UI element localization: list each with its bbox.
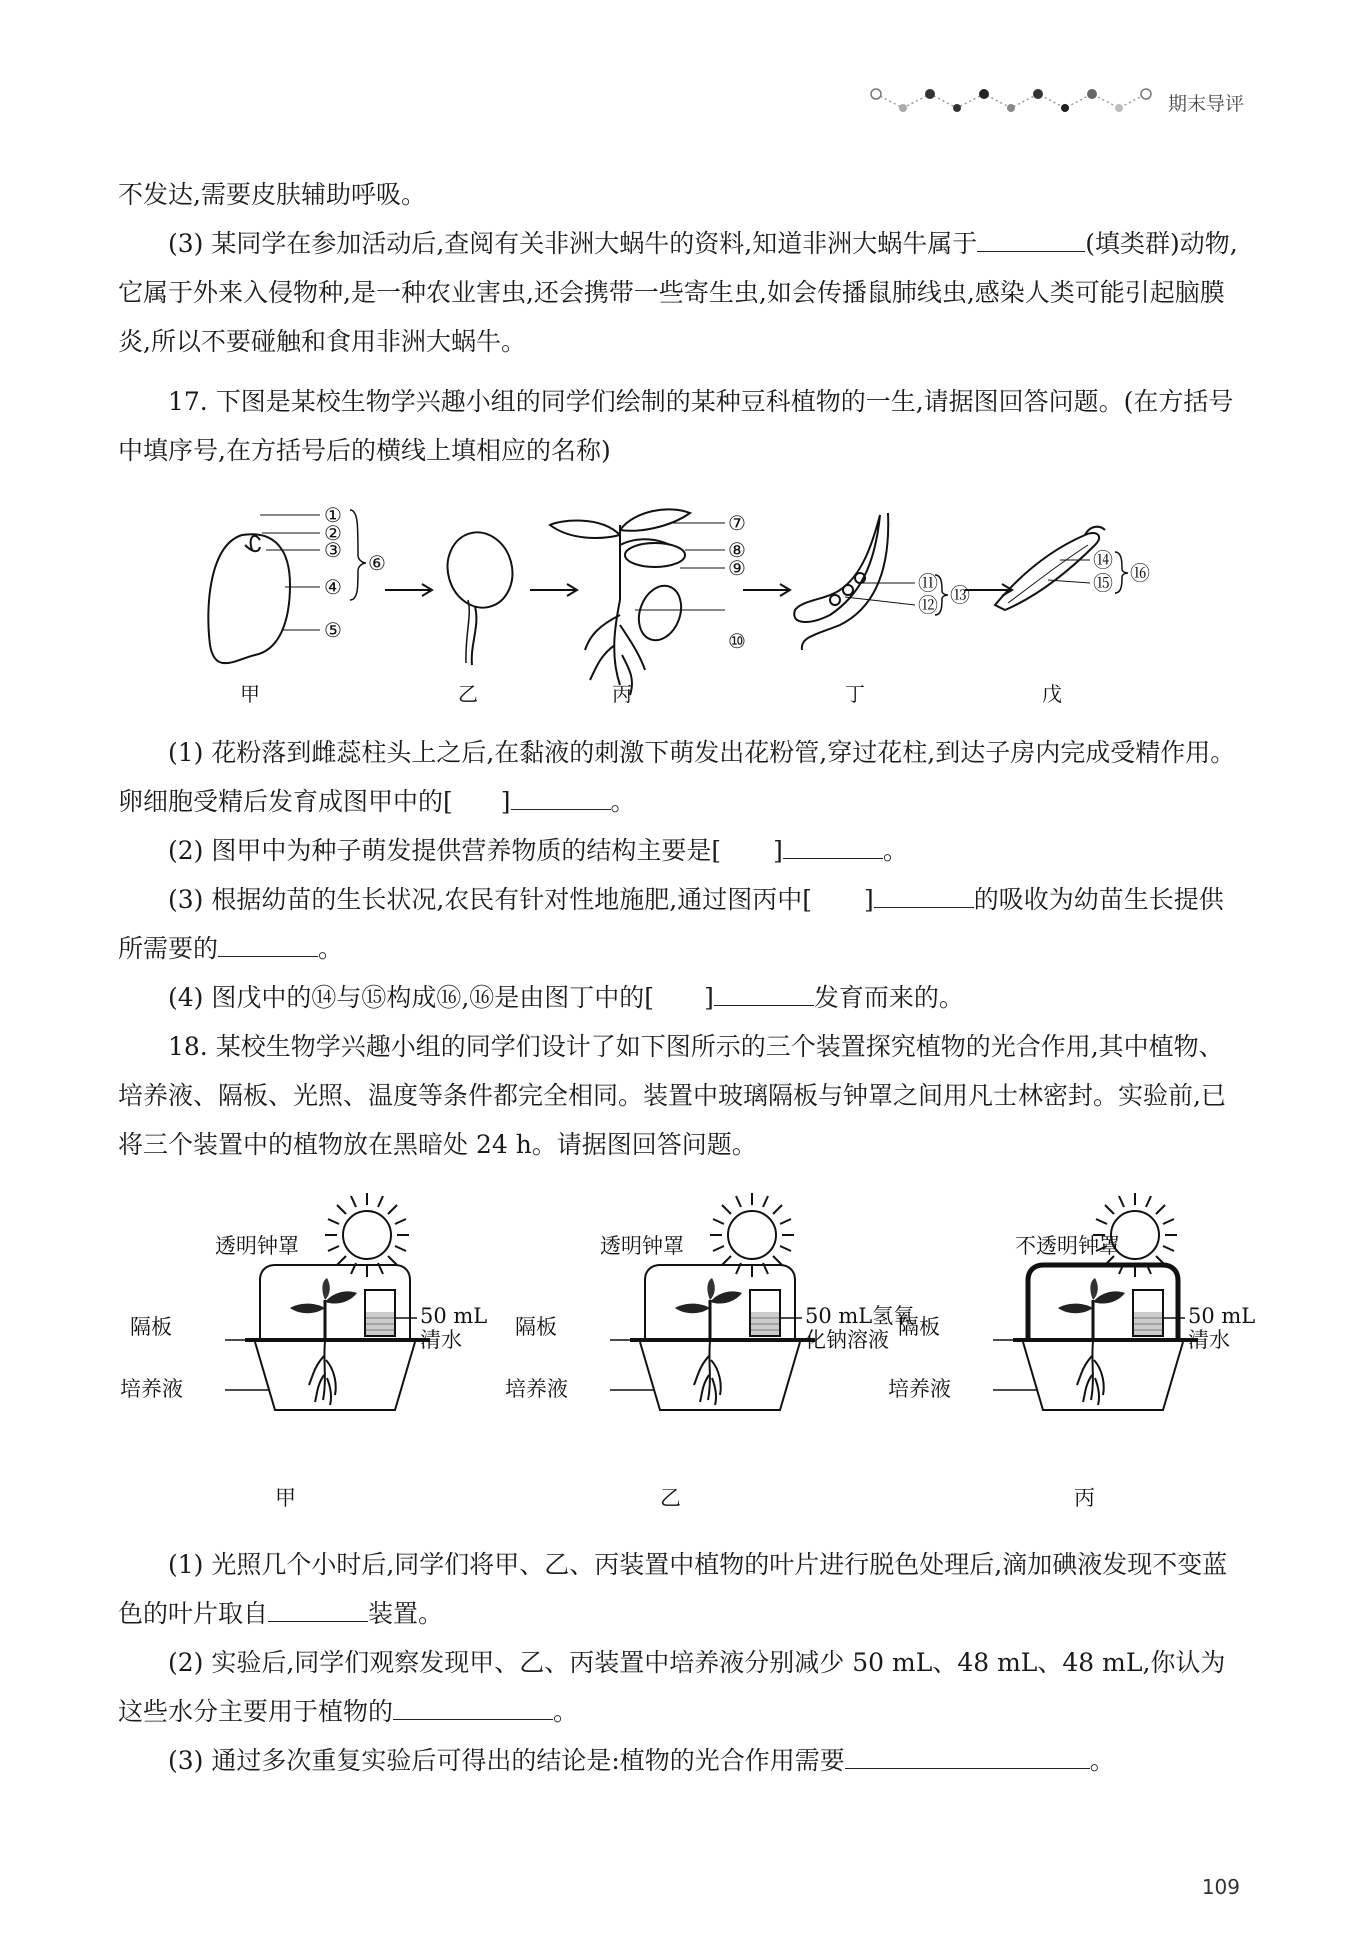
label-13: ⑬ xyxy=(950,583,970,607)
label-16: ⑯ xyxy=(1130,561,1150,585)
q18-s1-a: (1) 光照几个小时后,同学们将甲、乙、丙装置中植物的叶片进行脱色处理后,滴加碘液发现不变蓝色的叶片取自 xyxy=(118,1550,1228,1628)
fig-label-jia: 甲 xyxy=(240,682,260,706)
q17-s2-c: 。 xyxy=(882,836,908,865)
answer-blank[interactable] xyxy=(714,977,814,1006)
q17-s1-a: (1) 花粉落到雌蕊柱头上之后,在黏液的刺激下萌发出花粉管,穿过花柱,到达子房内完成受精作用。卵细胞受精后发育成图甲中的[ xyxy=(118,738,1236,816)
fig-label-ding: 丁 xyxy=(845,682,865,706)
device-jia xyxy=(225,1193,430,1410)
q18-s3-b: 。 xyxy=(1089,1746,1115,1775)
dot-wave-decoration xyxy=(868,82,1158,122)
fig-label-yi: 乙 xyxy=(458,682,478,706)
open-pod xyxy=(794,515,880,622)
fig-label-bing: 丙 xyxy=(612,682,632,706)
q18-subq2 xyxy=(118,1638,1240,1736)
label-7: ⑦ xyxy=(728,511,746,535)
answer-blank[interactable] xyxy=(783,830,883,859)
label-9: ⑨ xyxy=(728,556,746,580)
partition-label-bing: 隔板 xyxy=(898,1315,940,1339)
answer-blank[interactable] xyxy=(268,1593,368,1622)
q18-stem-block xyxy=(118,1022,1240,1169)
label-3: ③ xyxy=(324,538,342,562)
q16-line1: 不发达,需要皮肤辅助呼吸。 xyxy=(118,180,426,209)
liquid1-label-bing: 50 mL xyxy=(1188,1304,1256,1328)
q17-stem-block xyxy=(118,377,1240,475)
q17-s1-c: 。 xyxy=(610,787,636,816)
label-1: ① xyxy=(324,503,342,527)
q16-continuation xyxy=(118,170,1240,366)
answer-blank[interactable] xyxy=(218,928,318,957)
photosynthesis-experiment-figure xyxy=(110,1190,1256,1520)
q17-s4-c: 发育而来的。 xyxy=(813,983,964,1012)
page-header xyxy=(868,82,1244,122)
seed-outline xyxy=(208,534,290,663)
page-number: 109 xyxy=(1201,1875,1240,1899)
device-label-jia: 甲 xyxy=(275,1486,296,1510)
device-yi xyxy=(610,1193,815,1410)
medium-label-yi: 培养液 xyxy=(505,1377,568,1401)
answer-blank[interactable] xyxy=(977,223,1085,252)
q17-stem: 17. 下图是某校生物学兴趣小组的同学们绘制的某种豆科植物的一生,请据图回答问题。(在方括号中填序号,在方括号后的横线上填相应的名称) xyxy=(118,387,1234,465)
medium-label-jia: 培养液 xyxy=(120,1377,183,1401)
partition-label-yi: 隔板 xyxy=(515,1315,557,1339)
liquid2-label-jia: 清水 xyxy=(420,1328,462,1352)
q16-subq3 xyxy=(118,219,1240,366)
cover-label-jia: 透明钟罩 xyxy=(215,1234,299,1258)
q18-subquestions xyxy=(118,1540,1240,1785)
label-5: ⑤ xyxy=(324,618,342,642)
device-bing xyxy=(993,1193,1198,1410)
q18-subq1 xyxy=(118,1540,1240,1638)
q17-s1-b: ] xyxy=(500,787,511,816)
q16-subq3-text-b: (填类群)动物,它属于外来入侵物种,是一种农业害虫,还会携带一些寄生虫,如会传播鼠肺线虫,感染人类可能引起脑膜炎,所以不要碰触和食用非洲大蜗牛。 xyxy=(118,229,1238,356)
q17-s2-a: (2) 图甲中为种子萌发提供营养物质的结构主要是[ xyxy=(168,836,722,865)
q18-subq3 xyxy=(118,1736,1240,1785)
q17-subq1 xyxy=(118,728,1240,826)
header-title: 期末导评 xyxy=(1167,92,1244,115)
device-label-bing: 丙 xyxy=(1074,1486,1095,1510)
q17-s4-a: (4) 图戊中的⑭与⑮构成⑯,⑯是由图丁中的[ xyxy=(168,983,655,1012)
device-label-yi: 乙 xyxy=(660,1486,681,1510)
q18-s2-b: 。 xyxy=(553,1697,579,1726)
cover-label-yi: 透明钟罩 xyxy=(600,1234,684,1258)
label-2: ② xyxy=(324,521,342,545)
q17-subq4 xyxy=(118,973,1240,1022)
label-8: ⑧ xyxy=(728,538,746,562)
label-12: ⑫ xyxy=(918,593,938,617)
q17-s4-b: ] xyxy=(704,983,714,1012)
q18-stem: 18. 某校生物学兴趣小组的同学们设计了如下图所示的三个装置探究植物的光合作用,其中植物、培养液、隔板、光照、温度等条件都完全相同。装置中玻璃隔板与钟罩之间用凡士林密封。实验前,已将三个装置中的植物放在黑暗处 24 h。请据图回答问题。 xyxy=(118,1032,1226,1159)
partition-label-jia: 隔板 xyxy=(130,1315,172,1339)
q18-s2-a: (2) 实验后,同学们观察发现甲、乙、丙装置中培养液分别减少 50 mL、48 mL、48 mL,你认为这些水分主要用于植物的 xyxy=(118,1648,1226,1726)
liquid1-label-jia: 50 mL xyxy=(420,1304,488,1328)
label-15: ⑮ xyxy=(1093,571,1113,595)
q17-s2-b: ] xyxy=(773,836,783,865)
cover-label-bing: 不透明钟罩 xyxy=(1015,1234,1120,1258)
fig-label-wu: 戊 xyxy=(1042,682,1062,706)
label-11: ⑪ xyxy=(918,571,938,595)
q17-s3-d: 。 xyxy=(318,934,344,963)
q17-subq3 xyxy=(118,875,1240,973)
q18-s1-b: 装置。 xyxy=(368,1599,444,1628)
q17-subquestions xyxy=(118,728,1240,1022)
q18-s3-a: (3) 通过多次重复实验后可得出的结论是:植物的光合作用需要 xyxy=(168,1746,845,1775)
q17-s3-b: ] xyxy=(864,885,874,914)
label-6: ⑥ xyxy=(368,551,386,575)
liquid1-label-yi: 50 mL氢氧 xyxy=(805,1304,915,1328)
label-14: ⑭ xyxy=(1093,548,1113,572)
q17-s3-a: (3) 根据幼苗的生长状况,农民有针对性地施肥,通过图丙中[ xyxy=(168,885,813,914)
liquid2-label-bing: 清水 xyxy=(1188,1328,1230,1352)
plant-life-cycle-figure xyxy=(190,505,1190,715)
liquid2-label-yi: 化钠溶液 xyxy=(805,1328,889,1352)
answer-blank[interactable] xyxy=(845,1740,1090,1769)
answer-blank[interactable] xyxy=(874,879,974,908)
label-10: ⑩ xyxy=(728,629,746,653)
q17-subq2 xyxy=(118,826,1240,875)
pea-pod xyxy=(995,533,1099,610)
label-4: ④ xyxy=(324,575,342,599)
germinating-seed xyxy=(439,525,520,615)
q17-s3-c: 的吸收为幼苗生长提供所需要的 xyxy=(118,885,1224,963)
medium-label-bing: 培养液 xyxy=(888,1377,951,1401)
experiment-devices-svg xyxy=(110,1190,1256,1520)
q16-subq3-text-a: (3) 某同学在参加活动后,查阅有关非洲大蜗牛的资料,知道非洲大蜗牛属于 xyxy=(168,229,978,258)
answer-blank[interactable] xyxy=(393,1691,553,1720)
answer-blank[interactable] xyxy=(511,781,611,810)
